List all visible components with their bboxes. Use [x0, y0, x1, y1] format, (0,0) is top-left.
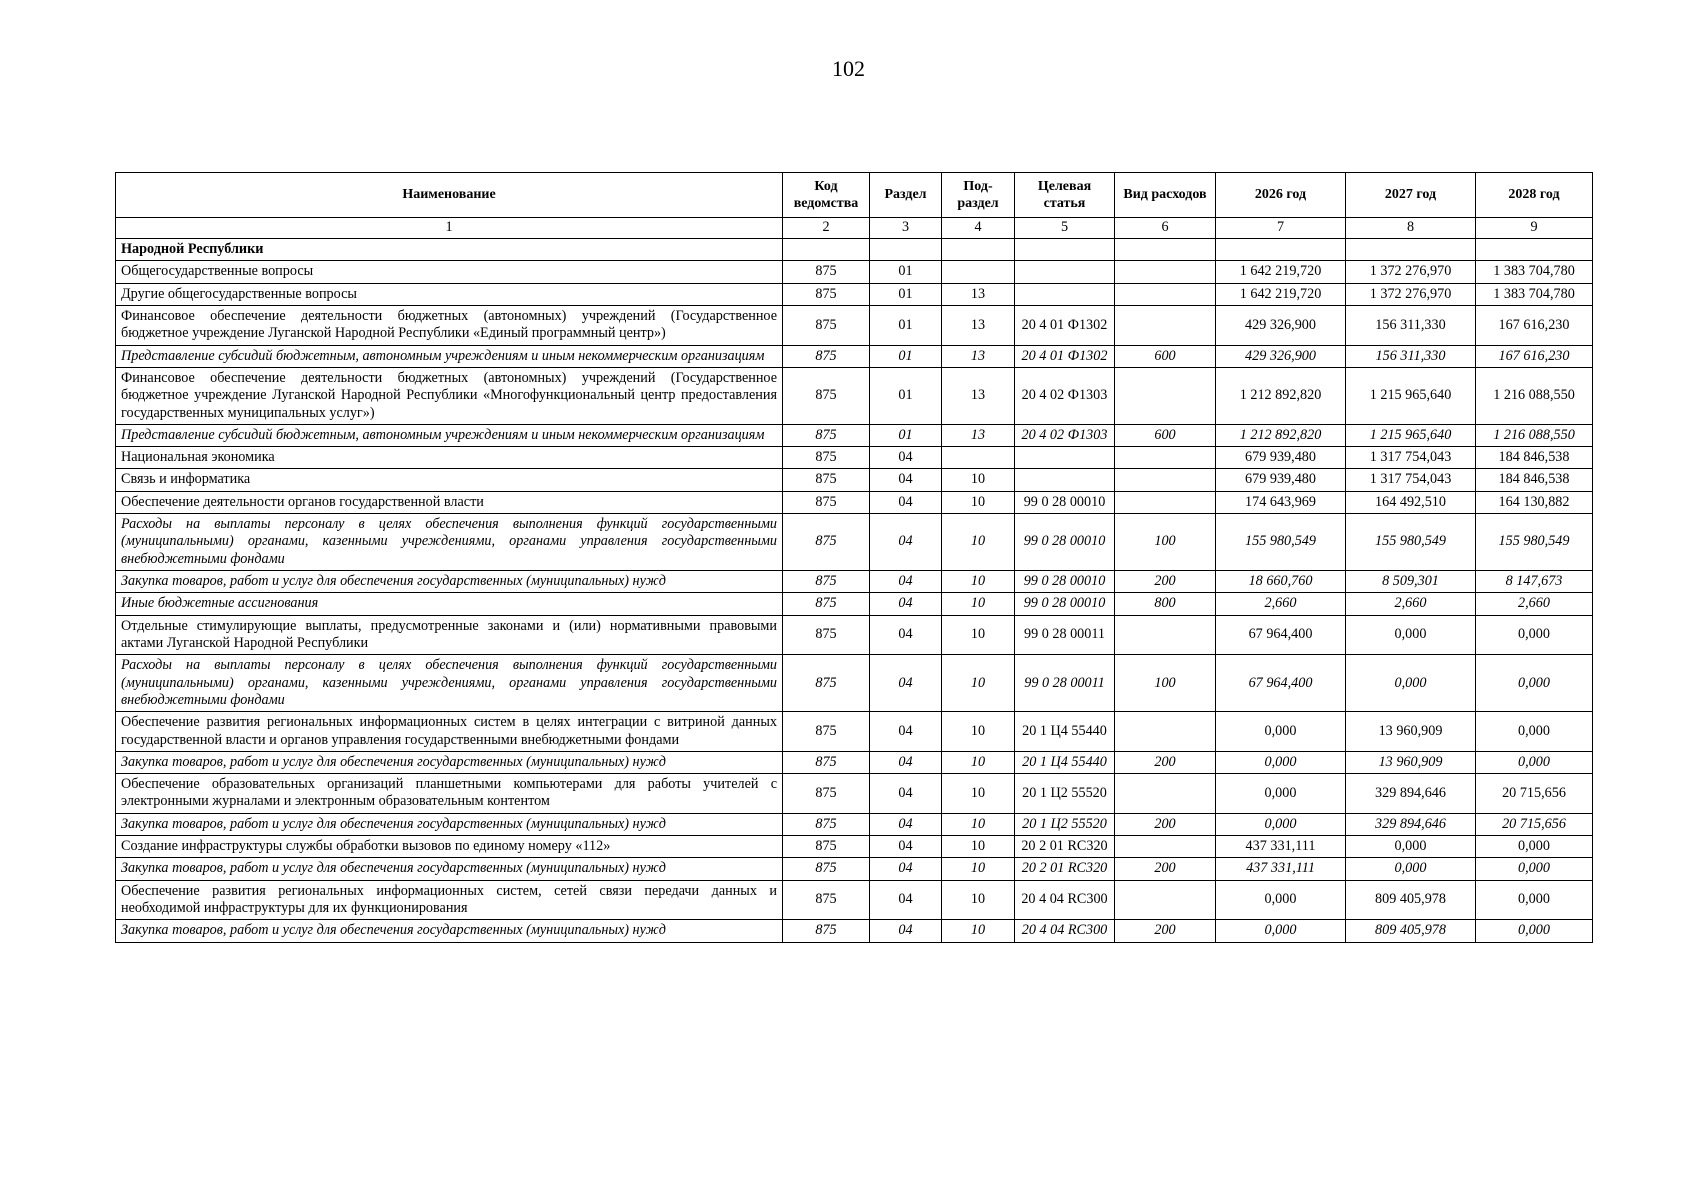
cell-name: Иные бюджетные ассигнования: [116, 593, 783, 615]
cell-section: 04: [870, 514, 942, 571]
cell-year-2027: 809 405,978: [1346, 920, 1476, 942]
column-number-row: [116, 218, 1593, 239]
cell-year-2026: 18 660,760: [1216, 571, 1346, 593]
cell-ved-code: 875: [783, 920, 870, 942]
cell-target-article: 20 2 01 RC320: [1015, 858, 1115, 880]
cell-section: 04: [870, 447, 942, 469]
cell-year-2028: [1476, 239, 1593, 261]
cell-year-2027: 8 509,301: [1346, 571, 1476, 593]
cell-section: 04: [870, 655, 942, 712]
cell-subsection: 10: [942, 491, 1015, 513]
cell-year-2027: 164 492,510: [1346, 491, 1476, 513]
col-number: 8: [1346, 218, 1476, 239]
cell-target-article: 99 0 28 00010: [1015, 593, 1115, 615]
col-number: 2: [783, 218, 870, 239]
cell-expense-type: 200: [1115, 858, 1216, 880]
cell-target-article: 20 4 01 Ф1302: [1015, 305, 1115, 345]
cell-year-2028: 0,000: [1476, 920, 1593, 942]
cell-year-2027: 329 894,646: [1346, 813, 1476, 835]
cell-name: Расходы на выплаты персоналу в целях обеспечения выполнения функций государственными (муниципальными) органами, казенными учреждениями, органами управления государственными внебюджетными фондами: [116, 514, 783, 571]
cell-section: 01: [870, 367, 942, 424]
cell-name: Обеспечение деятельности органов государственной власти: [116, 491, 783, 513]
cell-name: Национальная экономика: [116, 447, 783, 469]
cell-expense-type: 600: [1115, 345, 1216, 367]
cell-ved-code: 875: [783, 813, 870, 835]
cell-ved-code: 875: [783, 491, 870, 513]
cell-year-2026: 1 212 892,820: [1216, 424, 1346, 446]
cell-year-2026: 679 939,480: [1216, 469, 1346, 491]
cell-ved-code: 875: [783, 655, 870, 712]
cell-name: Закупка товаров, работ и услуг для обеспечения государственных (муниципальных) нужд: [116, 751, 783, 773]
header-subsection: Под-раздел: [942, 173, 1015, 218]
cell-year-2026: 0,000: [1216, 880, 1346, 920]
table-row: [116, 345, 1593, 367]
col-number: 5: [1015, 218, 1115, 239]
table-row: [116, 571, 1593, 593]
cell-year-2026: 1 642 219,720: [1216, 283, 1346, 305]
cell-subsection: 10: [942, 615, 1015, 655]
cell-section: 04: [870, 469, 942, 491]
header-ved-code: Код ведомства: [783, 173, 870, 218]
header-target-article: Целевая статья: [1015, 173, 1115, 218]
cell-name: Закупка товаров, работ и услуг для обеспечения государственных (муниципальных) нужд: [116, 920, 783, 942]
cell-target-article: 99 0 28 00010: [1015, 491, 1115, 513]
cell-ved-code: 875: [783, 261, 870, 283]
cell-ved-code: [783, 239, 870, 261]
cell-year-2028: 0,000: [1476, 858, 1593, 880]
col-number: 6: [1115, 218, 1216, 239]
cell-subsection: [942, 447, 1015, 469]
cell-subsection: 10: [942, 774, 1015, 814]
cell-name: Отдельные стимулирующие выплаты, предусмотренные законами и (или) нормативными правовыми актами Луганской Народной Республики: [116, 615, 783, 655]
cell-subsection: 10: [942, 751, 1015, 773]
cell-name: Закупка товаров, работ и услуг для обеспечения государственных (муниципальных) нужд: [116, 858, 783, 880]
cell-ved-code: 875: [783, 469, 870, 491]
cell-year-2026: 429 326,900: [1216, 305, 1346, 345]
cell-year-2026: 67 964,400: [1216, 615, 1346, 655]
header-year-2026: 2026 год: [1216, 173, 1346, 218]
table-row: [116, 424, 1593, 446]
cell-expense-type: 200: [1115, 813, 1216, 835]
col-number: 1: [116, 218, 783, 239]
cell-target-article: 99 0 28 00010: [1015, 571, 1115, 593]
cell-ved-code: 875: [783, 514, 870, 571]
cell-target-article: [1015, 239, 1115, 261]
cell-year-2026: 429 326,900: [1216, 345, 1346, 367]
table-row: [116, 514, 1593, 571]
cell-target-article: 20 4 04 RC300: [1015, 880, 1115, 920]
table-row: [116, 283, 1593, 305]
cell-subsection: [942, 239, 1015, 261]
cell-year-2027: 0,000: [1346, 615, 1476, 655]
cell-section: 01: [870, 261, 942, 283]
cell-year-2027: 809 405,978: [1346, 880, 1476, 920]
cell-ved-code: 875: [783, 615, 870, 655]
cell-target-article: 99 0 28 00010: [1015, 514, 1115, 571]
cell-year-2027: 13 960,909: [1346, 712, 1476, 752]
table-row: [116, 858, 1593, 880]
cell-subsection: 13: [942, 283, 1015, 305]
cell-year-2027: 0,000: [1346, 655, 1476, 712]
table-row: [116, 813, 1593, 835]
budget-table: [115, 172, 1593, 943]
table-row: [116, 836, 1593, 858]
cell-target-article: 20 4 04 RC300: [1015, 920, 1115, 942]
cell-subsection: [942, 261, 1015, 283]
cell-year-2028: 0,000: [1476, 751, 1593, 773]
table-row: [116, 305, 1593, 345]
cell-ved-code: 875: [783, 858, 870, 880]
cell-ved-code: 875: [783, 751, 870, 773]
cell-year-2028: 8 147,673: [1476, 571, 1593, 593]
cell-target-article: [1015, 261, 1115, 283]
col-number: 9: [1476, 218, 1593, 239]
cell-ved-code: 875: [783, 571, 870, 593]
cell-section: 04: [870, 491, 942, 513]
table-row: [116, 712, 1593, 752]
table-row: [116, 615, 1593, 655]
cell-ved-code: 875: [783, 424, 870, 446]
cell-section: 04: [870, 858, 942, 880]
cell-ved-code: 875: [783, 836, 870, 858]
col-number: 7: [1216, 218, 1346, 239]
cell-subsection: 10: [942, 571, 1015, 593]
cell-section: 04: [870, 751, 942, 773]
table-row: [116, 447, 1593, 469]
cell-expense-type: [1115, 880, 1216, 920]
cell-ved-code: 875: [783, 367, 870, 424]
cell-expense-type: [1115, 283, 1216, 305]
cell-subsection: 10: [942, 712, 1015, 752]
cell-year-2028: 0,000: [1476, 836, 1593, 858]
cell-section: 01: [870, 283, 942, 305]
cell-ved-code: 875: [783, 345, 870, 367]
cell-subsection: 10: [942, 920, 1015, 942]
cell-year-2027: 155 980,549: [1346, 514, 1476, 571]
table-row: [116, 593, 1593, 615]
cell-target-article: [1015, 447, 1115, 469]
cell-name: Представление субсидий бюджетным, автономным учреждениям и иным некоммерческим организациям: [116, 424, 783, 446]
cell-ved-code: 875: [783, 712, 870, 752]
table-row: [116, 261, 1593, 283]
cell-subsection: 10: [942, 880, 1015, 920]
table-row: [116, 920, 1593, 942]
cell-subsection: 10: [942, 858, 1015, 880]
table-row: [116, 880, 1593, 920]
cell-target-article: 99 0 28 00011: [1015, 655, 1115, 712]
page-number: 102: [832, 56, 865, 81]
cell-year-2028: 184 846,538: [1476, 469, 1593, 491]
cell-year-2026: 0,000: [1216, 920, 1346, 942]
cell-name: Финансовое обеспечение деятельности бюджетных (автономных) учреждений (Государственное бюджетное учреждение Луганской Народной Республики «Многофункциональный центр предоставления государственных муниципальных услуг»): [116, 367, 783, 424]
cell-year-2026: 155 980,549: [1216, 514, 1346, 571]
cell-year-2027: [1346, 239, 1476, 261]
cell-year-2027: 0,000: [1346, 858, 1476, 880]
cell-year-2027: 1 372 276,970: [1346, 283, 1476, 305]
cell-year-2028: 167 616,230: [1476, 305, 1593, 345]
table-row: [116, 491, 1593, 513]
cell-expense-type: [1115, 712, 1216, 752]
cell-subsection: 10: [942, 514, 1015, 571]
table-row: [116, 239, 1593, 261]
cell-expense-type: 200: [1115, 571, 1216, 593]
cell-section: 04: [870, 774, 942, 814]
cell-expense-type: [1115, 491, 1216, 513]
cell-section: [870, 239, 942, 261]
cell-year-2028: 155 980,549: [1476, 514, 1593, 571]
header-row: [116, 173, 1593, 218]
table-row: [116, 367, 1593, 424]
header-expense-type: Вид расходов: [1115, 173, 1216, 218]
cell-year-2026: 437 331,111: [1216, 858, 1346, 880]
cell-target-article: 20 1 Ц2 55520: [1015, 774, 1115, 814]
cell-expense-type: [1115, 774, 1216, 814]
cell-expense-type: 100: [1115, 655, 1216, 712]
cell-expense-type: [1115, 261, 1216, 283]
cell-year-2028: 0,000: [1476, 712, 1593, 752]
cell-expense-type: [1115, 367, 1216, 424]
cell-ved-code: 875: [783, 283, 870, 305]
cell-expense-type: [1115, 305, 1216, 345]
cell-year-2027: 1 215 965,640: [1346, 424, 1476, 446]
cell-name: Народной Республики: [116, 239, 783, 261]
table-row: [116, 751, 1593, 773]
cell-year-2026: 679 939,480: [1216, 447, 1346, 469]
cell-year-2028: 0,000: [1476, 880, 1593, 920]
cell-name: Представление субсидий бюджетным, автономным учреждениям и иным некоммерческим организациям: [116, 345, 783, 367]
cell-subsection: 10: [942, 836, 1015, 858]
table-body: [116, 239, 1593, 943]
cell-year-2028: 0,000: [1476, 655, 1593, 712]
cell-subsection: 13: [942, 367, 1015, 424]
cell-year-2026: 0,000: [1216, 751, 1346, 773]
cell-section: 04: [870, 920, 942, 942]
cell-year-2028: 164 130,882: [1476, 491, 1593, 513]
cell-year-2028: 2,660: [1476, 593, 1593, 615]
cell-expense-type: [1115, 447, 1216, 469]
cell-name: Финансовое обеспечение деятельности бюджетных (автономных) учреждений (Государственное бюджетное учреждение Луганской Народной Республики «Единый программный центр»): [116, 305, 783, 345]
cell-section: 04: [870, 615, 942, 655]
cell-target-article: 20 4 01 Ф1302: [1015, 345, 1115, 367]
cell-ved-code: 875: [783, 593, 870, 615]
cell-name: Другие общегосударственные вопросы: [116, 283, 783, 305]
cell-name: Создание инфраструктуры службы обработки вызовов по единому номеру «112»: [116, 836, 783, 858]
cell-section: 01: [870, 424, 942, 446]
cell-target-article: [1015, 469, 1115, 491]
cell-ved-code: 875: [783, 774, 870, 814]
cell-section: 04: [870, 836, 942, 858]
cell-year-2027: 1 317 754,043: [1346, 469, 1476, 491]
cell-year-2026: 1 642 219,720: [1216, 261, 1346, 283]
cell-year-2026: 2,660: [1216, 593, 1346, 615]
cell-subsection: 10: [942, 655, 1015, 712]
cell-subsection: 13: [942, 345, 1015, 367]
cell-section: 04: [870, 593, 942, 615]
cell-year-2028: 184 846,538: [1476, 447, 1593, 469]
cell-year-2027: 1 215 965,640: [1346, 367, 1476, 424]
cell-subsection: 10: [942, 813, 1015, 835]
cell-subsection: 13: [942, 424, 1015, 446]
table-row: [116, 774, 1593, 814]
cell-expense-type: 200: [1115, 920, 1216, 942]
cell-name: Общегосударственные вопросы: [116, 261, 783, 283]
cell-name: Закупка товаров, работ и услуг для обеспечения государственных (муниципальных) нужд: [116, 813, 783, 835]
cell-target-article: 20 1 Ц4 55440: [1015, 751, 1115, 773]
cell-subsection: 10: [942, 469, 1015, 491]
cell-target-article: 20 1 Ц2 55520: [1015, 813, 1115, 835]
header-section: Раздел: [870, 173, 942, 218]
table-row: [116, 655, 1593, 712]
cell-year-2027: 2,660: [1346, 593, 1476, 615]
cell-year-2028: 20 715,656: [1476, 774, 1593, 814]
cell-target-article: 20 1 Ц4 55440: [1015, 712, 1115, 752]
cell-name: Расходы на выплаты персоналу в целях обеспечения выполнения функций государственными (муниципальными) органами, казенными учреждениями, органами управления государственными внебюджетными фондами: [116, 655, 783, 712]
table-row: [116, 469, 1593, 491]
cell-year-2028: 20 715,656: [1476, 813, 1593, 835]
cell-year-2027: 329 894,646: [1346, 774, 1476, 814]
col-number: 4: [942, 218, 1015, 239]
cell-expense-type: [1115, 239, 1216, 261]
cell-year-2027: 0,000: [1346, 836, 1476, 858]
cell-section: 04: [870, 571, 942, 593]
cell-target-article: 20 2 01 RC320: [1015, 836, 1115, 858]
cell-section: 04: [870, 880, 942, 920]
cell-year-2027: 156 311,330: [1346, 305, 1476, 345]
header-year-2028: 2028 год: [1476, 173, 1593, 218]
cell-year-2028: 1 383 704,780: [1476, 283, 1593, 305]
cell-expense-type: 600: [1115, 424, 1216, 446]
cell-year-2028: 167 616,230: [1476, 345, 1593, 367]
header-year-2027: 2027 год: [1346, 173, 1476, 218]
cell-name: Обеспечение развития региональных информационных систем в целях интеграции с витриной данных государственной власти и органов управления государственными внебюджетными фондами: [116, 712, 783, 752]
header-name: Наименование: [116, 173, 783, 218]
cell-year-2028: 1 216 088,550: [1476, 367, 1593, 424]
cell-year-2027: 1 317 754,043: [1346, 447, 1476, 469]
cell-section: 04: [870, 712, 942, 752]
cell-name: Обеспечение образовательных организаций планшетными компьютерами для работы учителей с электронными журналами и электронным образовательным контентом: [116, 774, 783, 814]
cell-year-2028: 1 216 088,550: [1476, 424, 1593, 446]
cell-section: 04: [870, 813, 942, 835]
cell-expense-type: [1115, 469, 1216, 491]
cell-name: Закупка товаров, работ и услуг для обеспечения государственных (муниципальных) нужд: [116, 571, 783, 593]
cell-target-article: 20 4 02 Ф1303: [1015, 424, 1115, 446]
cell-subsection: 13: [942, 305, 1015, 345]
cell-year-2026: 437 331,111: [1216, 836, 1346, 858]
cell-ved-code: 875: [783, 447, 870, 469]
cell-ved-code: 875: [783, 880, 870, 920]
cell-name: Обеспечение развития региональных информационных систем, сетей связи передачи данных и необходимой инфраструктуры для их функционирования: [116, 880, 783, 920]
cell-year-2028: 1 383 704,780: [1476, 261, 1593, 283]
cell-expense-type: 200: [1115, 751, 1216, 773]
cell-subsection: 10: [942, 593, 1015, 615]
cell-expense-type: [1115, 615, 1216, 655]
cell-section: 01: [870, 305, 942, 345]
cell-year-2026: 1 212 892,820: [1216, 367, 1346, 424]
cell-year-2028: 0,000: [1476, 615, 1593, 655]
cell-expense-type: 100: [1115, 514, 1216, 571]
cell-year-2027: 156 311,330: [1346, 345, 1476, 367]
col-number: 3: [870, 218, 942, 239]
cell-expense-type: [1115, 836, 1216, 858]
cell-year-2026: 174 643,969: [1216, 491, 1346, 513]
cell-target-article: 20 4 02 Ф1303: [1015, 367, 1115, 424]
cell-ved-code: 875: [783, 305, 870, 345]
cell-name: Связь и информатика: [116, 469, 783, 491]
cell-expense-type: 800: [1115, 593, 1216, 615]
cell-year-2027: 13 960,909: [1346, 751, 1476, 773]
cell-year-2026: 0,000: [1216, 813, 1346, 835]
cell-target-article: [1015, 283, 1115, 305]
cell-year-2026: 67 964,400: [1216, 655, 1346, 712]
cell-year-2026: 0,000: [1216, 712, 1346, 752]
cell-year-2026: [1216, 239, 1346, 261]
cell-year-2026: 0,000: [1216, 774, 1346, 814]
cell-year-2027: 1 372 276,970: [1346, 261, 1476, 283]
cell-section: 01: [870, 345, 942, 367]
cell-target-article: 99 0 28 00011: [1015, 615, 1115, 655]
